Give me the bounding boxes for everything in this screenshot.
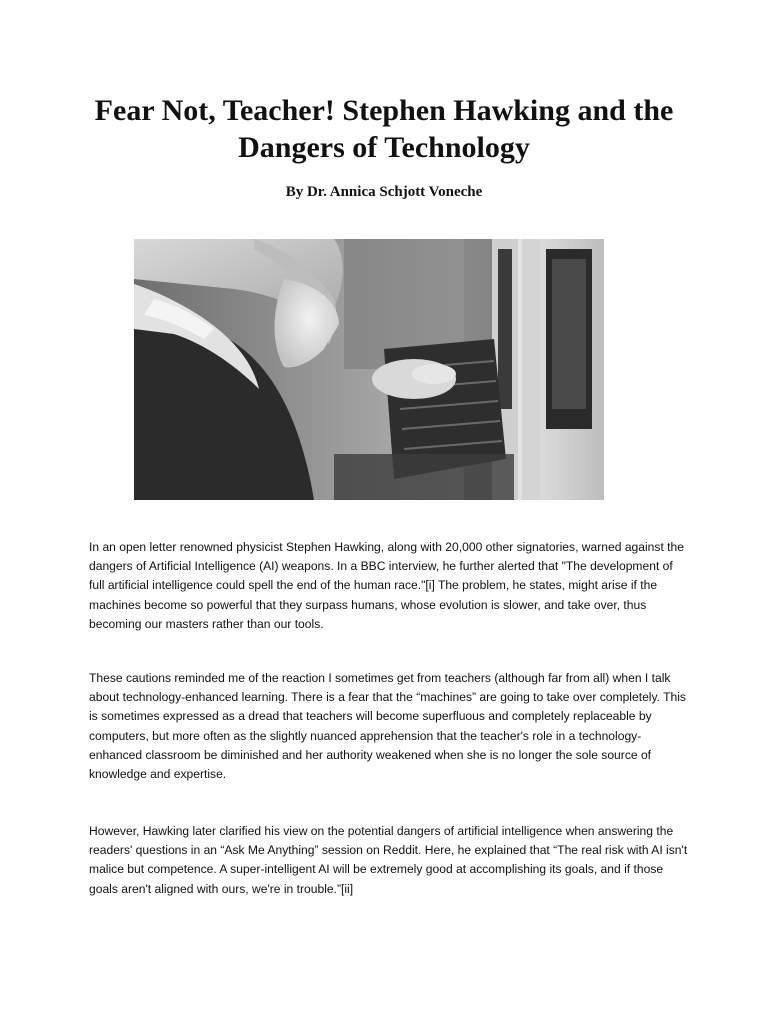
paragraph-2: These cautions reminded me of the reaction I sometimes get from teachers (although far from all) when I talk about technology-enhanced learning. There is a fear that the “machines” are going to take over completely. This is sometimes expressed as a dread that teachers will become superfluous and completely replaceable by computers, but more often as the slightly nuanced apprehension that the teacher's role in a technology-enhanced classroom be diminished and her authority weakened when she is no longer the sole source of knowledge and expertise. <box>89 671 686 782</box>
paragraph-3: However, Hawking later clarified his view on the potential dangers of artificial intelligence when answering the readers' questions in an “Ask Me Anything” session on Reddit. Here, he explained that “The real risk with AI isn't malice but competence. A super-intelligent AI will be extremely good at accomplishing its goals, and if those goals aren't aligned with ours, we're in trouble.”[ii] <box>89 824 688 896</box>
article-byline: By Dr. Annica Schjott Voneche <box>285 184 483 200</box>
paragraph-1: In an open letter renowned physicist Stephen Hawking, along with 20,000 other signatories, warned against the dangers of Artificial Intelligence (AI) weapons. In a BBC interview, he further alerted that "The development of full artificial intelligence could spell the end of the human race."[i] The problem, he states, might arise if the machines become so powerful that they surpass humans, whose evolution is slower, and take over, thus becoming our masters rather than our tools. <box>89 540 684 631</box>
article-title: Fear Not, Teacher! Stephen Hawking and the Dangers of Technology <box>94 94 674 164</box>
student-at-computer-photo <box>134 239 604 500</box>
